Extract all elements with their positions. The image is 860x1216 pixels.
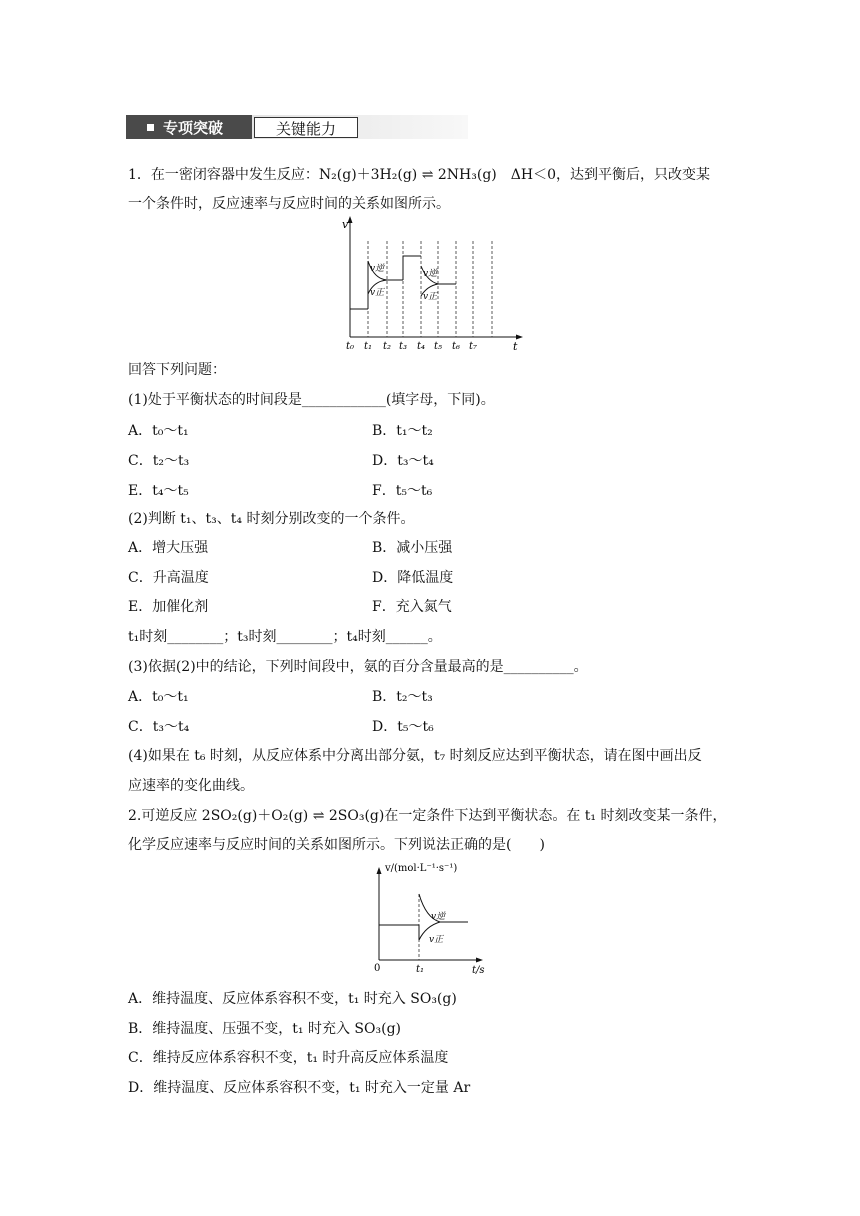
banner-label: 关键能力	[276, 120, 337, 138]
q1-vreverse-label-1: v逆	[370, 264, 385, 274]
q1-part1: (1)处于平衡状态的时间段是____________(填字母，下同)。	[128, 392, 495, 408]
q1-vforward-label-2: v正	[423, 292, 438, 302]
q2-option-d: D．维持温度、反应体系容积不变，t₁ 时充入一定量 Ar	[128, 1080, 471, 1096]
q1-p1-option-e: E．t₄～t₅	[128, 483, 189, 499]
q1-p3-option-d: D．t₅～t₆	[372, 719, 434, 735]
q2-y-label: v/(mol·L⁻¹·s⁻¹)	[385, 863, 458, 874]
section-banner	[126, 113, 468, 143]
q2-rate-curves	[379, 894, 468, 940]
q1-p3-option-a: A．t₀～t₁	[128, 689, 189, 705]
q1-time-markers	[368, 241, 492, 337]
q2-option-a: A．维持温度、反应体系容积不变，t₁ 时充入 SO₃(g)	[128, 991, 457, 1007]
q1-answer-prompt: 回答下列问题：	[128, 362, 226, 378]
q1-part4-line1: (4)如果在 t₆ 时刻，从反应体系中分离出部分氨，t₇ 时刻反应达到平衡状态，请在图中画出反	[128, 748, 702, 764]
q2-option-c: C．维持反应体系容积不变，t₁ 时升高反应体系温度	[128, 1050, 449, 1066]
q2-vreverse-label: v逆	[431, 912, 446, 922]
q2-x-label: t/s	[472, 965, 485, 976]
q1-vforward-label-1: v正	[370, 288, 385, 298]
q2-vforward-label: v正	[429, 935, 444, 945]
q1-part4-line2: 应速率的变化曲线。	[128, 778, 254, 794]
q1-jump-t3	[403, 256, 421, 280]
square-bullet-icon	[147, 124, 154, 131]
q1-p2-option-c: C．升高温度	[128, 570, 209, 586]
banner-tag: 专项突破	[163, 119, 224, 137]
q1-p2-option-b: B．减小压强	[372, 540, 453, 556]
q1-p1-option-c: C．t₂～t₃	[128, 453, 190, 469]
q1-p2-option-e: E．加催化剂	[128, 599, 209, 615]
q1-y-arrow	[348, 216, 353, 223]
q1-p1-option-f: F．t₅～t₆	[372, 483, 433, 499]
q2-stem-line1: 2.可逆反应 2SO₂(g)＋O₂(g) ⇌ 2SO₃(g)在一定条件下达到平衡状态。在 t₁ 时刻改变某一条件，	[128, 808, 727, 824]
q2-rate-time-graph	[368, 858, 498, 978]
q1-tick-t1: t₁	[364, 341, 373, 352]
q1-tick-t6: t₆	[452, 341, 461, 352]
q1-p2-option-a: A．增大压强	[128, 540, 209, 556]
q1-tick-t4: t₄	[417, 341, 426, 352]
q2-x-arrow	[476, 958, 483, 963]
q2-option-b: B．维持温度、压强不变，t₁ 时充入 SO₃(g)	[128, 1021, 401, 1037]
q2-origin-label: 0	[374, 963, 381, 974]
q1-tick-t3: t₃	[399, 341, 408, 352]
q1-p2-option-f: F．充入氮气	[372, 599, 452, 615]
q1-p1-option-b: B．t₁～t₂	[372, 423, 433, 439]
q1-p2-option-d: D．降低温度	[372, 570, 454, 586]
q1-p3-option-b: B．t₂～t₃	[372, 689, 433, 705]
q1-part3: (3)依据(2)中的结论，下列时间段中，氨的百分含量最高的是__________。	[128, 659, 588, 675]
q1-x-arrow	[516, 335, 523, 340]
q1-tick-t2: t₂	[383, 341, 392, 352]
q1-rate-time-graph	[332, 214, 528, 354]
q1-part2-blanks: t₁时刻________；t₃时刻________；t₄时刻______。	[128, 629, 442, 645]
q1-stem-line2: 一个条件时，反应速率与反应时间的关系如图所示。	[128, 196, 450, 212]
q1-tick-t7: t₇	[469, 341, 478, 352]
q1-tick-t5: t₅	[434, 341, 443, 352]
q2-tick-t1: t₁	[416, 964, 425, 975]
q2-y-arrow	[377, 867, 382, 874]
q1-vreverse-label-2: v逆	[423, 269, 438, 279]
q1-tick-labels	[346, 341, 477, 352]
q1-x-label: t	[513, 340, 518, 353]
q1-stem-line1: 1．在一密闭容器中发生反应：N₂(g)＋3H₂(g) ⇌ 2NH₃(g) ΔH＜0，达到平衡后，只改变某	[128, 167, 710, 183]
q2-stem-line2: 化学反应速率与反应时间的关系如图所示。下列说法正确的是( )	[128, 837, 545, 853]
q1-y-label: v	[342, 218, 349, 231]
q1-part2: (2)判断 t₁、t₃、t₄ 时刻分别改变的一个条件。	[128, 511, 415, 527]
q1-tick-t0: t₀	[346, 341, 355, 352]
q1-p1-option-a: A．t₀～t₁	[128, 423, 189, 439]
q1-p3-option-c: C．t₃～t₄	[128, 719, 190, 735]
q1-p1-option-d: D．t₃～t₄	[372, 453, 434, 469]
